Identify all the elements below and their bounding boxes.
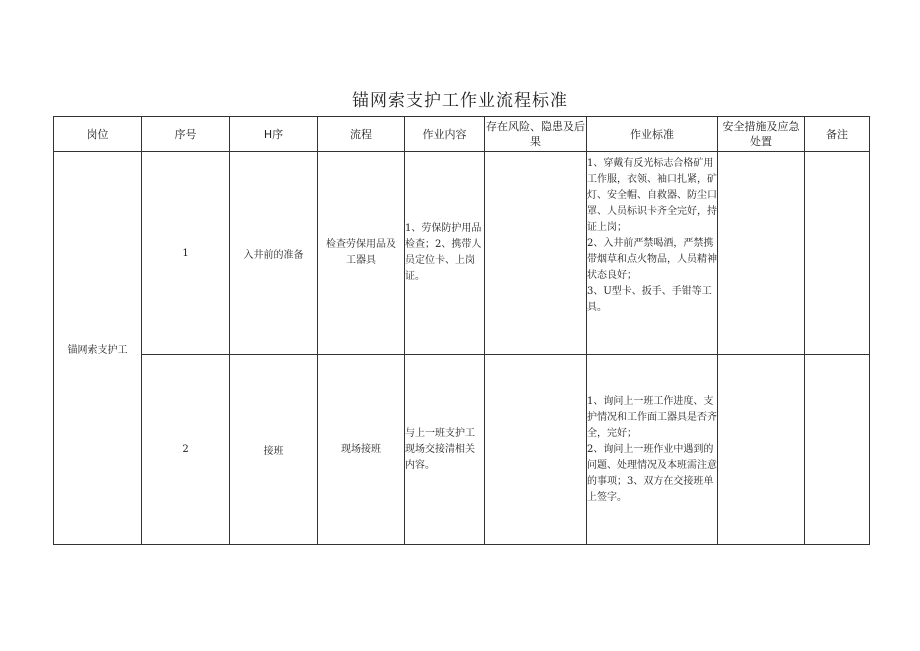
header-safety: 安全措施及应急处置: [718, 117, 805, 152]
post-cell: 锚网索支护工: [54, 152, 142, 545]
header-content: 作业内容: [405, 117, 485, 152]
content-cell: 与上一班支护工现场交接清相关内容。: [405, 355, 485, 545]
standard-cell: [587, 152, 718, 355]
table-header-row: [54, 117, 870, 152]
note-cell: [805, 355, 870, 545]
risk-cell: [485, 152, 587, 355]
header-risk: 存在风险、隐患及后果: [485, 117, 587, 152]
seq-cell: 1: [142, 152, 230, 355]
risk-cell: [485, 355, 587, 545]
step-cell: 接班: [230, 355, 318, 545]
safety-cell: [718, 355, 805, 545]
safety-cell: [718, 152, 805, 355]
header-note: 备注: [805, 117, 870, 152]
standard-item: 2、询问上一班作业中遇到的问题、处理情况及本班需注意的事项；3、双方在交接班单上签字。: [587, 443, 717, 503]
seq-cell: 2: [142, 355, 230, 545]
document-title: 锚网索支护工作业流程标准: [352, 91, 568, 111]
step-cell: 入井前的准备: [230, 152, 318, 355]
content-cell: 1、劳保防护用品检查；2、携带人员定位卡、上岗证。: [405, 152, 485, 355]
flow-cell: 现场接班: [318, 355, 405, 545]
note-cell: [805, 152, 870, 355]
process-standard-table: [53, 116, 870, 545]
header-h-seq: H序: [230, 117, 318, 152]
standard-item: 1、穿戴有反光标志合格矿用工作服，衣领、袖口扎紧，矿灯、安全帽、自救器、防尘口罩、人员标识卡齐全完好，持证上岗；: [587, 158, 717, 233]
standard-cell: [587, 355, 718, 545]
header-seq: 序号: [142, 117, 230, 152]
table-row: [54, 152, 870, 355]
standard-item: 2、入井前严禁喝酒，严禁携带烟草和点火物品，人员精神状态良好；: [587, 238, 717, 281]
flow-cell: 检查劳保用品及工器具: [318, 152, 405, 355]
header-standard: 作业标准: [587, 117, 718, 152]
table-row: [54, 355, 870, 545]
header-flow: 流程: [318, 117, 405, 152]
standard-item: 3、U型卡、扳手、手钳等工具。: [587, 286, 712, 313]
standard-item: 1、询问上一班工作进度、支护情况和工作面工器具是否齐全，完好；: [587, 395, 717, 439]
header-post: 岗位: [54, 117, 142, 152]
